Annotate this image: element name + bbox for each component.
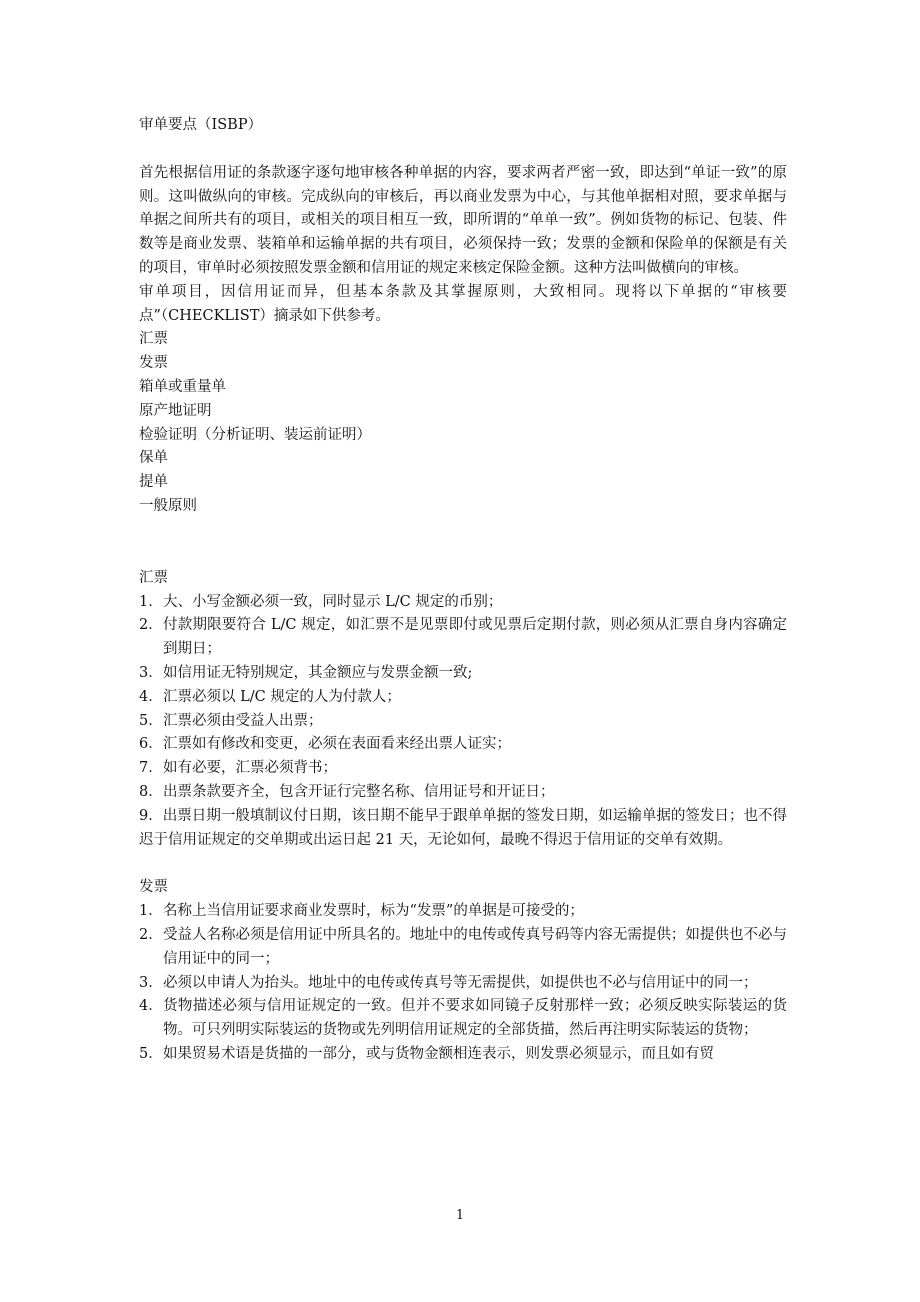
list-number: 9． [139, 807, 163, 824]
list-item [139, 757, 787, 781]
checklist-item: 发票 [139, 355, 168, 372]
list-text: 受益人名称必须是信用证中所具名的。地址中的电传或传真号码等内容无需提供；如提供也不必与信用证中的同一； [163, 926, 787, 967]
list-item [139, 662, 787, 686]
section-draft [139, 567, 787, 853]
checklist-item: 一般原则 [139, 497, 197, 514]
checklist [139, 328, 787, 518]
list-item [139, 1043, 787, 1067]
list-item [139, 591, 787, 615]
list-number: 1． [139, 593, 163, 610]
list-number: 2． [139, 617, 163, 634]
list-item [139, 781, 787, 805]
list-number: 5． [139, 1045, 163, 1062]
section-title-draft: 汇票 [139, 569, 168, 586]
document-body [139, 114, 787, 1067]
section-title-invoice: 发票 [139, 879, 168, 896]
list-item [139, 924, 787, 972]
checklist-item: 保单 [139, 450, 168, 467]
list-number: 7． [139, 760, 163, 777]
list-text: 付款期限要符合 L/C 规定，如汇票不是见票即付或见票后定期付款，则必须从汇票自身内容确定到期日； [163, 617, 787, 658]
draft-rules-list [139, 591, 787, 853]
list-number: 3． [139, 664, 163, 681]
spacer [139, 852, 787, 876]
list-item [139, 995, 787, 1043]
list-number: 4． [139, 688, 163, 705]
list-text: 出票条款要齐全，包含开证行完整名称、信用证号和开证日； [163, 783, 555, 800]
list-item [139, 900, 787, 924]
list-item [139, 805, 787, 853]
list-number: 2． [139, 926, 163, 943]
checklist-item: 提单 [139, 474, 168, 491]
list-text: 如信用证无特别规定，其金额应与发票金额一致; [163, 664, 473, 681]
list-text: 必须以申请人为抬头。地址中的电传或传真号等无需提供，如提供也不必与信用证中的同一； [163, 974, 758, 991]
list-text: 出票日期一般填制议付日期，该日期不能早于跟单单据的签发日期，如运输单据的签发日；也不得迟于信用证规定的交单期或出运日起 21 天，无论如何，最晚不得迟于信用证的交单有效期。 [139, 807, 787, 848]
list-item [139, 710, 787, 734]
checklist-item: 检验证明（分析证明、装运前证明） [139, 426, 371, 443]
document-title: 审单要点（ISBP） [139, 117, 263, 133]
list-item [139, 686, 787, 710]
list-text: 汇票如有修改和变更，必须在表面看来经出票人证实； [163, 736, 511, 753]
list-text: 如果贸易术语是货描的一部分，或与货物金额相连表示，则发票必须显示，而且如有贸 [163, 1045, 714, 1062]
list-text: 货物描述必须与信用证规定的一致。但并不要求如同镜子反射那样一致；必须反映实际装运的货物。可只列明实际装运的货物或先列明信用证规定的全部货描，然后再注明实际装运的货物； [163, 998, 787, 1039]
list-number: 1． [139, 903, 163, 920]
intro-paragraph-1: 首先根据信用证的条款逐字逐句地审核各种单据的内容，要求两者严密一致，即达到“单证一致”的原则。这叫做纵向的审核。完成纵向的审核后，再以商业发票为中心，与其他单据相对照，要求单据与单据之间所共有的项目，或相关的项目相互一致，即所谓的“单单一致”。例如货物的标记、包装、件数等是商业发票、装箱单和运输单据的共有项目，必须保持一致；发票的金额和保险单的保额是有关的项目，审单时必须按照发票金额和信用证的规定来核定保险金额。这种方法叫做横向的审核。 [139, 164, 787, 276]
list-text: 大、小写金额必须一致，同时显示 L/C 规定的币别； [163, 593, 503, 610]
list-text: 如有必要，汇票必须背书； [163, 760, 337, 777]
list-item [139, 972, 787, 996]
section-invoice [139, 876, 787, 1066]
checklist-item: 箱单或重量单 [139, 378, 226, 395]
list-number: 3． [139, 974, 163, 991]
list-number: 4． [139, 998, 163, 1015]
checklist-item: 汇票 [139, 331, 168, 348]
intro-paragraph-2: 审单项目，因信用证而异，但基本条款及其掌握原则，大致相同。现将以下单据的“审核要点”（CHECKLIST）摘录如下供参考。 [139, 283, 787, 324]
checklist-item: 原产地证明 [139, 402, 212, 419]
list-number: 8． [139, 783, 163, 800]
list-text: 汇票必须由受益人出票； [163, 712, 323, 729]
list-number: 5． [139, 712, 163, 729]
list-item [139, 733, 787, 757]
invoice-rules-list [139, 900, 787, 1067]
list-text: 汇票必须以 L/C 规定的人为付款人； [163, 688, 401, 705]
page-number: 1 [455, 1208, 465, 1223]
list-item [139, 614, 787, 662]
list-number: 6． [139, 736, 163, 753]
spacer [139, 519, 787, 567]
list-text: 名称上当信用证要求商业发票时，标为“发票”的单据是可接受的； [163, 903, 584, 920]
